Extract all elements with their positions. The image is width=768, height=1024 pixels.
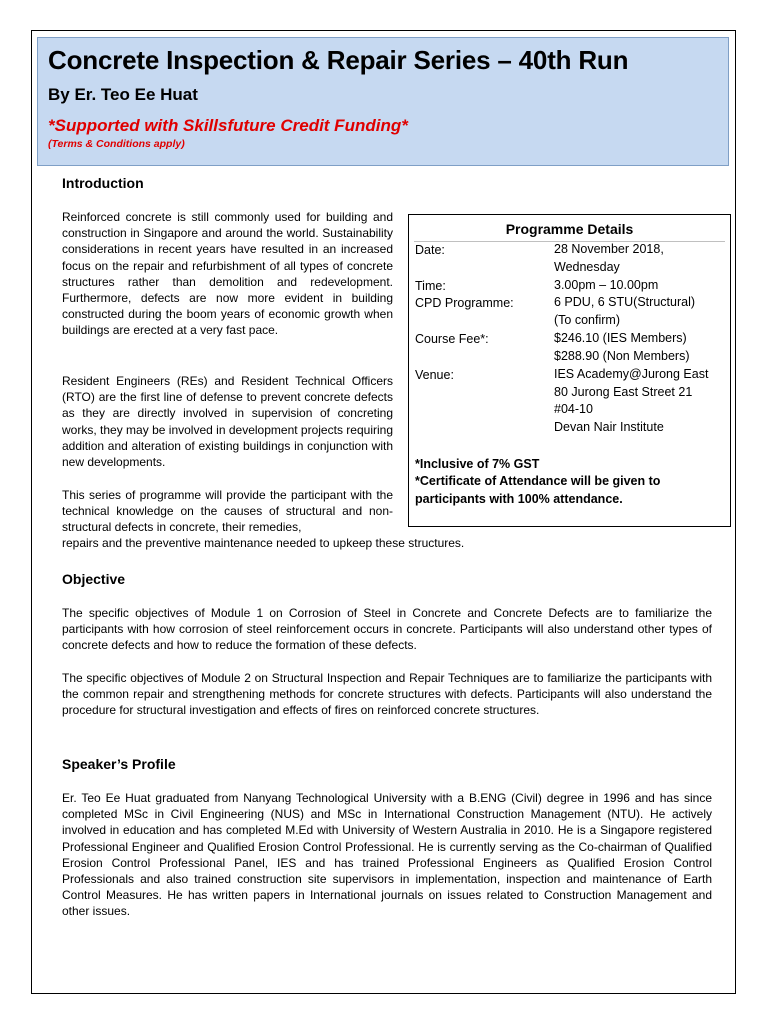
time-label: Time: [415,279,446,293]
fee-line-1: $246.10 (IES Members) [554,331,687,345]
introduction-paragraph-2: Resident Engineers (REs) and Resident Technical Officers (RTO) are the first line of defense to prevent concrete defects as they are directly involved in supervision of concreting works, they may be involved in development projects requiring addition and alteration of existing buildings in conjunction with new developments. [62,374,393,470]
introduction-paragraph-1: Reinforced concrete is still commonly used for building and construction in Singapore and around the world. Sustainability considerations in recent years have resulted in an increased focus on the repair and refurbishment of all types of concrete structures rather than demolition and redevelopment. Furthermore, defects are now more evident in building constructed during the boom years of economic growth when buildings are erected at a very fast pace. [62,210,393,338]
cpd-line-2: (To confirm) [554,312,620,327]
speaker-profile-paragraph: Er. Teo Ee Huat graduated from Nanyang Technological University with a B.ENG (Civil) degree in 1996 and has since completed MSc in Civil Engineering (NUS) and MSc in International Construction Management (NTU). He actively involved in education and has completed M.Ed with University of Western Australia in 2010. He is a Singapore registered Professional Engineer and Qualified Erosion Control Professional. He is currently serving as the Co-chairman of Qualified Erosion Control Professional Panel, IES and has trained Professional Engineers as Qualified Erosion Control Professionals and also trained construction site supervisors in implementation, inspection and maintenance of Earth Control Measures. He has written papers in International journals on issues related to Construction Management and other issues. [62,791,712,919]
author-byline: By Er. Teo Ee Huat [48,85,198,104]
programme-details-title: Programme Details [505,221,634,237]
venue-line-4: Devan Nair Institute [554,419,664,434]
gst-note: *Inclusive of 7% GST [415,457,540,471]
introduction-paragraph-3: This series of programme will provide the participant with the technical knowledge on the causes of structural and non-structural defects in concrete, their remedies, [62,488,393,535]
venue-line-2: 80 Jurong East Street 21 [554,384,693,399]
course-fee-value [554,330,689,365]
introduction-paragraph-3-tail: repairs and the preventive maintenance needed to upkeep these structures. [62,536,465,550]
objective-paragraph-1: The specific objectives of Module 1 on Corrosion of Steel in Concrete and Concrete Defects are to familiarize the participants with how corrosion of steel reinforcement occurs in concrete. Participants will also understand other types of concrete defects and how to reduce the formation of these defects. [62,606,712,653]
date-label: Date: [415,243,445,257]
objective-heading: Objective [62,571,126,587]
funding-notice: *Supported with Skillsfuture Credit Funding* [48,116,408,135]
page-title: Concrete Inspection & Repair Series – 40th Run [48,45,629,75]
introduction-heading: Introduction [62,175,144,191]
time-value: 3.00pm – 10.00pm [554,278,659,292]
course-fee-label: Course Fee*: [415,332,489,346]
programme-details-box [408,214,731,527]
venue-label: Venue: [415,368,454,382]
date-line-2: Wednesday [554,259,620,274]
attendance-note-line-2: participants with 100% attendance. [415,492,623,506]
venue-value [554,366,708,436]
cpd-value [554,294,695,329]
attendance-note-line-1: *Certificate of Attendance will be given to [415,474,661,488]
venue-line-1: IES Academy@Jurong East [554,367,709,381]
cpd-line-1: 6 PDU, 6 STU(Structural) [554,295,696,309]
speaker-profile-heading: Speaker’s Profile [62,756,176,772]
terms-notice: (Terms & Conditions apply) [48,138,185,150]
venue-line-3: #04-10 [554,402,593,416]
fee-line-2: $288.90 (Non Members) [554,348,690,363]
date-line-1: 28 November 2018, [554,242,664,256]
objective-paragraph-2: The specific objectives of Module 2 on Structural Inspection and Repair Techniques are to familiarize the participants with the common repair and strengthening methods for concrete structures with defects. Participants will also understand the procedure for structural investigation and effects of fires on reinforced concrete structures. [62,671,712,718]
cpd-label: CPD Programme: [415,296,514,310]
date-value [554,241,664,276]
